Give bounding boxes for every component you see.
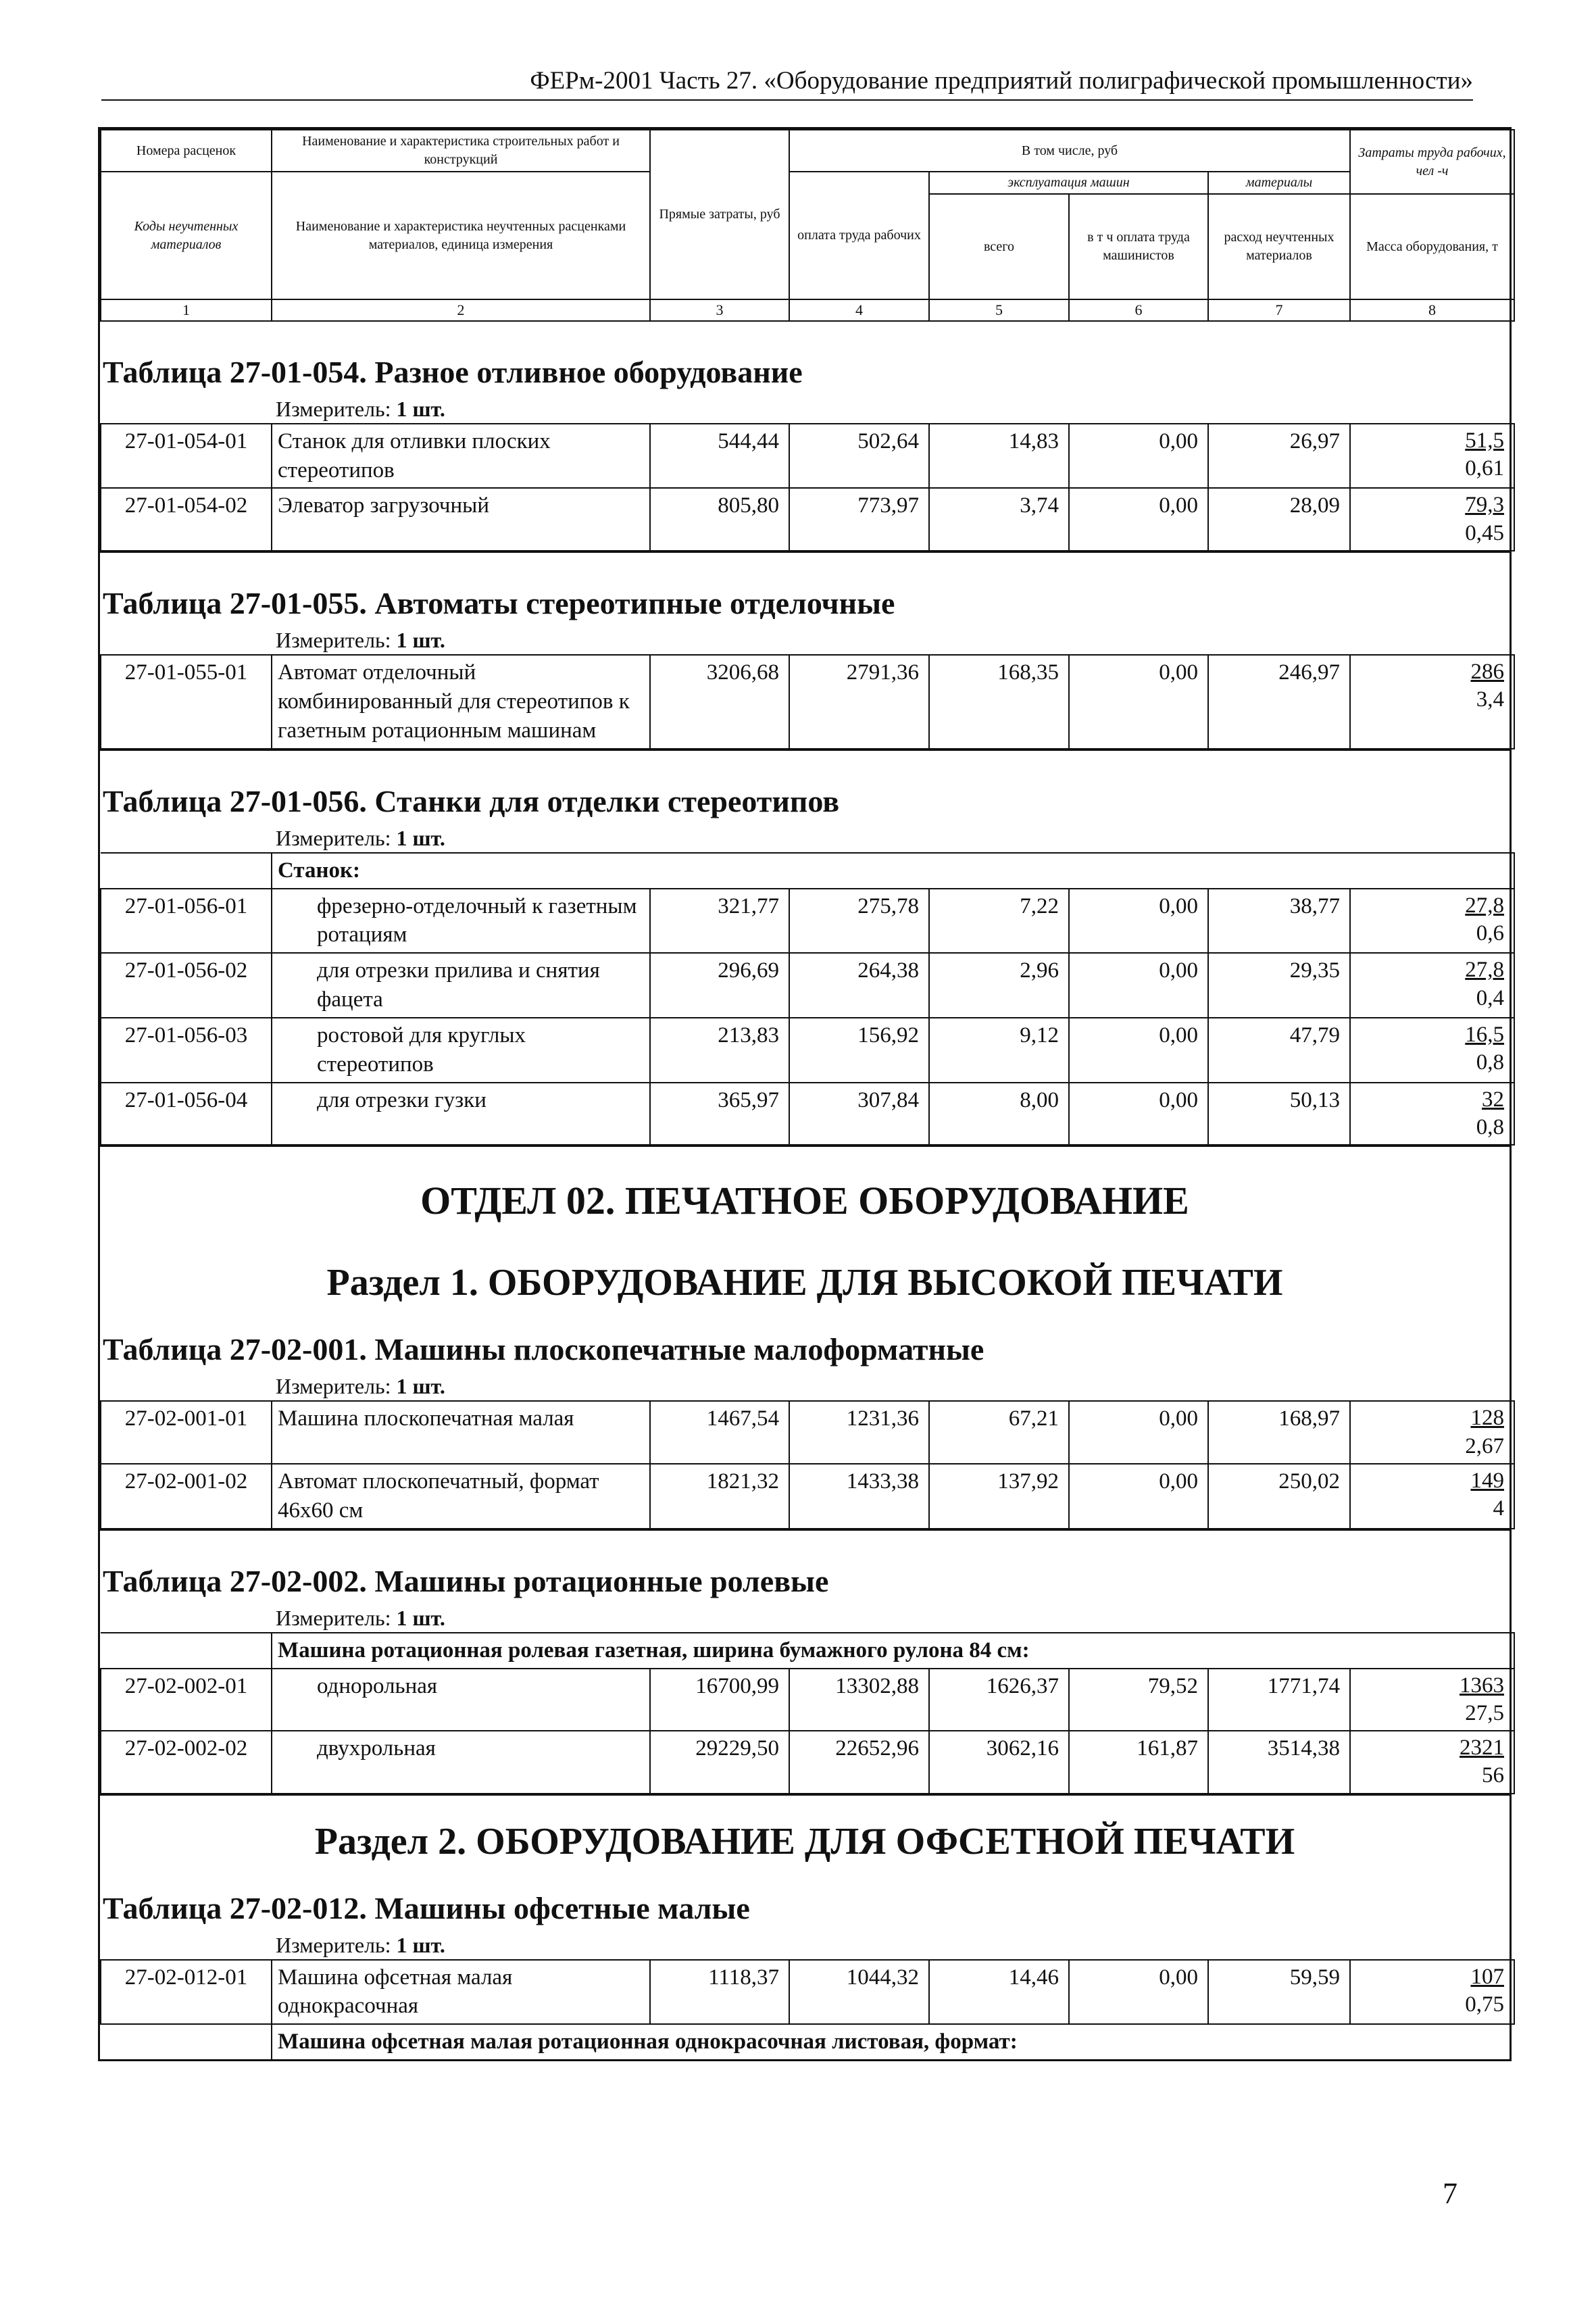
table-row: [101, 1401, 1514, 1464]
col6-header: в т ч оплата труда машинистов: [1069, 194, 1208, 299]
table-row: [101, 488, 1514, 551]
measure-label: Измеритель:: [276, 1374, 391, 1399]
labor-hours: 51,5: [1465, 428, 1504, 453]
labor-pay-cell: 307,84: [789, 1083, 929, 1146]
subheader-spacer: [101, 1633, 272, 1669]
labor-mass-cell: [1350, 1018, 1514, 1083]
col-number: 2: [272, 299, 650, 321]
equipment-mass: 27,5: [1465, 1700, 1504, 1725]
labor-pay-cell: 773,97: [789, 488, 929, 551]
table-title: Таблица 27-02-012. Машины офсетные малые: [103, 1890, 750, 1925]
rate-name-cell: для отрезки гузки: [272, 1083, 650, 1146]
materials-cost-cell: 250,02: [1208, 1464, 1350, 1529]
rate-name-cell: Автомат отделочный комбинированный для стереотипов к газетным ротационным машинам: [272, 655, 650, 749]
measure-unit-line: [100, 1374, 1510, 1400]
materials-cost-cell: 59,59: [1208, 1960, 1350, 2025]
rate-table-section: [100, 322, 1510, 551]
subheader-text: Машина ротационная ролевая газетная, ширина бумажного рулона 84 см:: [272, 1633, 1514, 1669]
rate-table-section: [100, 1146, 1510, 1529]
labor-hours: 128: [1470, 1406, 1504, 1431]
direct-costs-cell: 296,69: [650, 953, 789, 1018]
equipment-mass: 0,4: [1476, 985, 1505, 1010]
table-title: Таблица 27-01-055. Автоматы стереотипные отделочные: [103, 585, 895, 620]
machinist-pay-cell: 0,00: [1069, 1401, 1208, 1464]
machinist-pay-cell: 0,00: [1069, 1018, 1208, 1083]
rate-code-cell: 27-01-056-04: [101, 1083, 272, 1146]
direct-costs-cell: 365,97: [650, 1083, 789, 1146]
rate-name-cell: Автомат плоскопечатный, формат 46х60 см: [272, 1464, 650, 1529]
rate-code-cell: 27-01-056-01: [101, 889, 272, 954]
col3-header: Прямые затраты, руб: [650, 130, 789, 299]
direct-costs-cell: 29229,50: [650, 1731, 789, 1794]
machinist-pay-cell: 79,52: [1069, 1669, 1208, 1731]
labor-mass-cell: [1350, 953, 1514, 1018]
rate-name-cell: Машина плоскопечатная малая: [272, 1401, 650, 1464]
equipment-mass: 0,8: [1476, 1115, 1505, 1140]
measure-value: 1 шт.: [396, 1374, 445, 1399]
rate-code-cell: 27-02-012-01: [101, 1960, 272, 2025]
direct-costs-cell: 1467,54: [650, 1401, 789, 1464]
machinist-pay-cell: 0,00: [1069, 953, 1208, 1018]
col-number: 1: [101, 299, 272, 321]
rate-code-cell: 27-01-054-01: [101, 424, 272, 489]
equipment-mass: 0,61: [1465, 456, 1504, 481]
machinist-pay-cell: 0,00: [1069, 1464, 1208, 1529]
materials-cost-cell: 246,97: [1208, 655, 1350, 749]
labor-mass-cell: [1350, 424, 1514, 489]
rate-code-cell: 27-01-056-02: [101, 953, 272, 1018]
measure-label: Измеритель:: [276, 627, 391, 652]
rates-table: [100, 1632, 1515, 1794]
labor-hours: 149: [1470, 1468, 1504, 1493]
table-row: [101, 655, 1514, 749]
materials-cost-cell: 168,97: [1208, 1401, 1350, 1464]
rate-code-cell: 27-02-001-02: [101, 1464, 272, 1529]
col8-header-bottom: Масса оборудования, т: [1350, 194, 1514, 299]
machinist-pay-cell: 0,00: [1069, 488, 1208, 551]
equipment-mass: 0,75: [1465, 1992, 1504, 2017]
labor-mass-cell: [1350, 1401, 1514, 1464]
rate-code-cell: 27-02-002-01: [101, 1669, 272, 1731]
machine-total-cell: 8,00: [929, 1083, 1069, 1146]
table-title: Таблица 27-01-056. Станки для отделки стереотипов: [103, 783, 840, 818]
rate-name-cell: Станок для отливки плоских стереотипов: [272, 424, 650, 489]
machinist-pay-cell: 161,87: [1069, 1731, 1208, 1794]
subheader-spacer: [101, 853, 272, 889]
labor-hours: 286: [1470, 659, 1504, 684]
table-row: [101, 889, 1514, 954]
rate-name-cell: Машина офсетная малая однокрасочная: [272, 1960, 650, 2025]
measure-value: 1 шт.: [396, 396, 445, 421]
measure-value: 1 шт.: [396, 825, 445, 850]
col-number: 8: [1350, 299, 1514, 321]
labor-pay-cell: 2791,36: [789, 655, 929, 749]
labor-hours: 1363: [1460, 1673, 1504, 1698]
section-heading: Раздел 2. ОБОРУДОВАНИЕ ДЛЯ ОФСЕТНОЙ ПЕЧАТИ: [314, 1820, 1295, 1863]
direct-costs-cell: 1118,37: [650, 1960, 789, 2025]
equipment-mass: 56: [1482, 1763, 1504, 1788]
machinist-pay-cell: 0,00: [1069, 655, 1208, 749]
rate-name-cell: ростовой для круглых стереотипов: [272, 1018, 650, 1083]
rates-table: [100, 423, 1515, 551]
col2-header: Наименование и характеристика строительных работ и конструкций: [272, 130, 650, 172]
measure-value: 1 шт.: [396, 1605, 445, 1630]
measure-label: Измеритель:: [276, 1932, 391, 1957]
direct-costs-cell: 805,80: [650, 488, 789, 551]
table-row: [101, 1960, 1514, 2025]
machine-total-cell: 14,46: [929, 1960, 1069, 2025]
department-heading: ОТДЕЛ 02. ПЕЧАТНОЕ ОБОРУДОВАНИЕ: [420, 1179, 1189, 1223]
rate-name-cell: для отрезки прилива и снятия фацета: [272, 953, 650, 1018]
measure-label: Измеритель:: [276, 396, 391, 421]
col4-header: оплата труда рабочих: [789, 172, 929, 299]
direct-costs-cell: 544,44: [650, 424, 789, 489]
page-number: 7: [1443, 2177, 1457, 2210]
rates-table: [100, 852, 1515, 1146]
subheader-spacer: [101, 2024, 272, 2059]
labor-pay-cell: 1433,38: [789, 1464, 929, 1529]
rate-name-cell: двухрольная: [272, 1731, 650, 1794]
table-row: [101, 424, 1514, 489]
sections-container: [100, 322, 1510, 2060]
col-number: 3: [650, 299, 789, 321]
subheader-row: [101, 2024, 1514, 2059]
table-row: [101, 1669, 1514, 1731]
materials-header: материалы: [1208, 172, 1350, 194]
labor-mass-cell: [1350, 1960, 1514, 2025]
equipment-mass: 0,6: [1476, 920, 1505, 945]
labor-pay-cell: 156,92: [789, 1018, 929, 1083]
direct-costs-cell: 1821,32: [650, 1464, 789, 1529]
materials-cost-cell: 47,79: [1208, 1018, 1350, 1083]
rate-code-cell: 27-01-055-01: [101, 655, 272, 749]
machine-total-cell: 168,35: [929, 655, 1069, 749]
machine-total-cell: 3062,16: [929, 1731, 1069, 1794]
col-number: 6: [1069, 299, 1208, 321]
materials-cost-cell: 28,09: [1208, 488, 1350, 551]
measure-value: 1 шт.: [396, 627, 445, 652]
measure-unit-line: [100, 1606, 1510, 1632]
subheader-text: Машина офсетная малая ротационная однокрасочная листовая, формат:: [272, 2024, 1514, 2059]
subheader-text: Станок:: [272, 853, 1514, 889]
labor-hours: 2321: [1460, 1736, 1504, 1761]
rates-table: [100, 1959, 1515, 2060]
table-row: [101, 1018, 1514, 1083]
col1-subheader: Коды неучтенных материалов: [101, 172, 272, 299]
direct-costs-cell: 213,83: [650, 1018, 789, 1083]
materials-cost-cell: 26,97: [1208, 424, 1350, 489]
rate-code-cell: 27-01-056-03: [101, 1018, 272, 1083]
labor-hours: 79,3: [1465, 493, 1504, 518]
equipment-mass: 4: [1493, 1496, 1504, 1521]
labor-mass-cell: [1350, 1083, 1514, 1146]
measure-unit-line: [100, 397, 1510, 423]
rate-name-cell: Элеватор загрузочный: [272, 488, 650, 551]
machine-op-header: эксплуатация машин: [929, 172, 1208, 194]
labor-mass-cell: [1350, 889, 1514, 954]
measure-label: Измеритель:: [276, 1605, 391, 1630]
rate-table-section: [100, 749, 1510, 1146]
labor-hours: 27,8: [1465, 893, 1505, 918]
machine-total-cell: 2,96: [929, 953, 1069, 1018]
table-row: [101, 1464, 1514, 1529]
rate-table-section: [100, 1529, 1510, 1794]
machine-total-cell: 1626,37: [929, 1669, 1069, 1731]
rate-code-cell: 27-01-054-02: [101, 488, 272, 551]
equipment-mass: 2,67: [1465, 1433, 1504, 1458]
machinist-pay-cell: 0,00: [1069, 1960, 1208, 2025]
materials-cost-cell: 38,77: [1208, 889, 1350, 954]
materials-cost-cell: 50,13: [1208, 1083, 1350, 1146]
col-number: 4: [789, 299, 929, 321]
col-number: 7: [1208, 299, 1350, 321]
machine-total-cell: 67,21: [929, 1401, 1069, 1464]
direct-costs-cell: 16700,99: [650, 1669, 789, 1731]
section-heading: Раздел 1. ОБОРУДОВАНИЕ ДЛЯ ВЫСОКОЙ ПЕЧАТИ: [326, 1262, 1283, 1304]
equipment-mass: 0,45: [1465, 520, 1504, 545]
measure-unit-line: [100, 628, 1510, 654]
col7-header: расход неучтенных материалов: [1208, 194, 1350, 299]
machine-total-cell: 9,12: [929, 1018, 1069, 1083]
machinist-pay-cell: 0,00: [1069, 424, 1208, 489]
table-row: [101, 1083, 1514, 1146]
equipment-mass: 3,4: [1476, 687, 1504, 712]
rates-table: [100, 1400, 1515, 1529]
rate-name-cell: фрезерно-отделочный к газетным ротациям: [272, 889, 650, 954]
incl-header: В том числе, руб: [789, 130, 1350, 172]
document-table: [98, 127, 1512, 2061]
equipment-mass: 0,8: [1476, 1050, 1505, 1075]
measure-value: 1 шт.: [396, 1932, 445, 1957]
rates-table: [100, 654, 1515, 749]
col-number: 5: [929, 299, 1069, 321]
table-title: Таблица 27-02-001. Машины плоскопечатные малоформатные: [103, 1332, 984, 1367]
col2-subheader: Наименование и характеристика неучтенных расценками материалов, единица измерения: [272, 172, 650, 299]
labor-mass-cell: [1350, 1464, 1514, 1529]
materials-cost-cell: 3514,38: [1208, 1731, 1350, 1794]
labor-pay-cell: 22652,96: [789, 1731, 929, 1794]
labor-hours: 107: [1470, 1964, 1504, 1989]
labor-mass-cell: [1350, 1731, 1514, 1794]
measure-label: Измеритель:: [276, 825, 391, 850]
rate-code-cell: 27-02-001-01: [101, 1401, 272, 1464]
machinist-pay-cell: 0,00: [1069, 889, 1208, 954]
col1-header: Номера расценок: [101, 130, 272, 172]
machinist-pay-cell: 0,00: [1069, 1083, 1208, 1146]
materials-cost-cell: 29,35: [1208, 953, 1350, 1018]
materials-cost-cell: 1771,74: [1208, 1669, 1350, 1731]
running-header: ФЕРм-2001 Часть 27. «Оборудование предприятий полиграфической промышленности»: [101, 66, 1473, 101]
rate-code-cell: 27-02-002-02: [101, 1731, 272, 1794]
labor-mass-cell: [1350, 655, 1514, 749]
labor-pay-cell: 264,38: [789, 953, 929, 1018]
direct-costs-cell: 321,77: [650, 889, 789, 954]
machine-total-cell: 14,83: [929, 424, 1069, 489]
measure-unit-line: [100, 1933, 1510, 1959]
col8-header-top: Затраты труда рабочих, чел -ч: [1350, 130, 1514, 194]
subheader-row: [101, 853, 1514, 889]
labor-mass-cell: [1350, 1669, 1514, 1731]
labor-pay-cell: 13302,88: [789, 1669, 929, 1731]
direct-costs-cell: 3206,68: [650, 655, 789, 749]
table-title: Таблица 27-01-054. Разное отливное оборудование: [103, 354, 803, 389]
column-header-table: [100, 129, 1515, 322]
rate-table-section: [100, 1794, 1510, 2060]
machine-total-cell: 3,74: [929, 488, 1069, 551]
labor-hours: 27,8: [1465, 958, 1505, 983]
machine-total-cell: 137,92: [929, 1464, 1069, 1529]
table-row: [101, 1731, 1514, 1794]
labor-pay-cell: 502,64: [789, 424, 929, 489]
labor-mass-cell: [1350, 488, 1514, 551]
rate-table-section: [100, 551, 1510, 749]
labor-pay-cell: 1231,36: [789, 1401, 929, 1464]
rate-name-cell: однорольная: [272, 1669, 650, 1731]
labor-pay-cell: 1044,32: [789, 1960, 929, 2025]
labor-pay-cell: 275,78: [789, 889, 929, 954]
machine-total-cell: 7,22: [929, 889, 1069, 954]
col5-header: всего: [929, 194, 1069, 299]
table-title: Таблица 27-02-002. Машины ротационные ролевые: [103, 1563, 829, 1598]
subheader-row: [101, 1633, 1514, 1669]
measure-unit-line: [100, 826, 1510, 852]
table-row: [101, 953, 1514, 1018]
labor-hours: 32: [1482, 1087, 1505, 1112]
labor-hours: 16,5: [1465, 1023, 1505, 1048]
